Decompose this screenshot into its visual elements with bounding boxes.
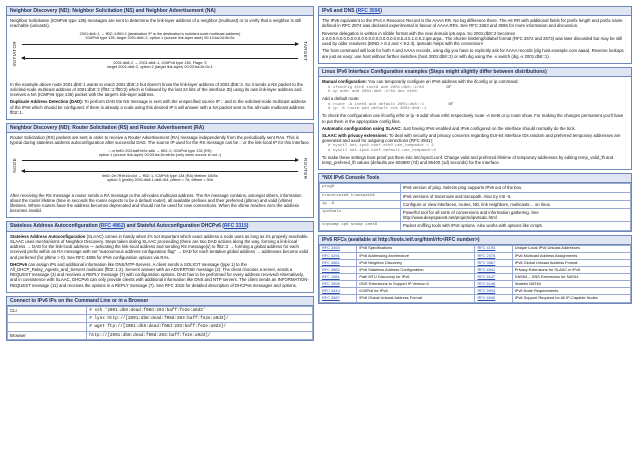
rfc-title-cell: Stateful NAT64 bbox=[512, 281, 630, 288]
rfc-number-cell bbox=[475, 267, 512, 274]
left-column bbox=[6, 6, 314, 344]
initiator-label: INITIATOR bbox=[12, 40, 17, 66]
ns-na-section bbox=[6, 6, 314, 120]
iface-section bbox=[318, 67, 632, 170]
or-label: or bbox=[448, 101, 454, 107]
table-row bbox=[320, 184, 631, 192]
tool-description: IPv6 version of ping. Selects ping supports IPv6 out of the box. bbox=[400, 184, 630, 192]
manual-paragraph bbox=[322, 79, 628, 84]
default-route-label: Add a default route: bbox=[322, 96, 360, 102]
rfc-number-cell bbox=[320, 252, 357, 259]
right-column bbox=[318, 6, 632, 307]
rfc-number-link[interactable]: RFC 2460 bbox=[322, 245, 340, 251]
dns-para1: The IPv6 equivalent to the IPv4 A Resource Record is the AAAA RR. No big difference there. The A6 RR with additional fields for prefix length and prefix name defined in RFC 2874 was declared experimental in favour of AAAA RRs. See RFC 3363 and 3596 for more information and discussion. bbox=[322, 18, 623, 29]
ns-na-intro: Neighbor Solicitation (ICMPv6 type 135) messages are sent to determine the link-layer address of a neighbor (multicast) or to verify that a neighbor is still reachable (unicasts). bbox=[10, 18, 302, 29]
rfc-number-link[interactable]: RFC 4291 bbox=[322, 252, 340, 258]
privacy-text: To deal with security and privacy concerns regarding EUI-64 interface IDs random and preferred temporary addresses are generated and used for outgoing connections (RFC 4941): bbox=[322, 133, 621, 144]
na-arrow-line1: 2001:db8::2 → 2001:db8::1, ICMPv6 type 136, Flags: S bbox=[113, 60, 207, 65]
slaac-title-c: ) bbox=[246, 223, 249, 230]
rfc-number-link[interactable]: RFC 4861 bbox=[322, 259, 340, 265]
rfc-number-link[interactable]: RFC 4193 bbox=[477, 245, 496, 251]
rfc-section bbox=[318, 235, 632, 304]
manual-label: Manual configuration: bbox=[322, 78, 367, 84]
auto-paragraph bbox=[322, 126, 628, 131]
table-row bbox=[320, 259, 631, 266]
rfc-title: IPv6 RFCs (available at http://tools.ietf.org/html/rfc<RFC number>) bbox=[319, 236, 631, 245]
rs-arrow-line1: :: or fe80::203:baff:fe2e:a6b → ff02::2, ICMPv6 type 133 (RS) bbox=[108, 148, 212, 153]
tool-description: Powerful tool for all sorts of conversions and information gathering. See http://www.deepspace6.net/projects/ipv6calc.html bbox=[400, 208, 630, 221]
console-table bbox=[319, 183, 631, 230]
rfc-title-cell: IPv6 Global Unicast Address Format bbox=[357, 295, 475, 302]
rfc-title-cell: IPv6 Neighbor Discovery bbox=[357, 259, 475, 266]
console-section bbox=[318, 173, 632, 232]
table-row bbox=[8, 331, 313, 339]
rfc-title-cell: DNS64 – DNS Extensions for NAT64 bbox=[512, 274, 630, 281]
rfc-3315-link[interactable]: RFC 3315 bbox=[223, 223, 247, 230]
dhcpv6-label: DHCPv6 bbox=[10, 261, 27, 267]
privacy-label: SLAAC with privacy extensions: bbox=[322, 133, 388, 138]
connect-command: # wget ftp://[2001:db8:dead:f00d:203:baff:fe2e:a9d3]/ bbox=[87, 323, 313, 331]
rfc-title-cell: Privacy Extensions for SLAAC in IPv6 bbox=[512, 267, 630, 274]
rs-ra-intro: Router Solicitation (RS) packets are sent in order to receive a Router Advertisement (RA) message independently from the periodically sent RAs. This is typical during stateless address autoconfiguration after successful DAD. The source IP used for the RS message can be :: or the link-local IP for this interface. bbox=[10, 135, 310, 146]
ns-na-example: In the example above node 2001:db8::1 wants to reach 2001:db8::2 but doesn't know the link-layer address of 2001:db8::2. So it sends a NS packet to the solicited-node multicast address of 2001:db8::2 (ff02::1:ff00:2) which is followed by the last 24 bits of the interface ID) using its own link-layer address and receives a NA (ICMPv6 type 136) packet with the target's link-layer address. bbox=[10, 81, 303, 98]
connect-section bbox=[6, 296, 314, 341]
code-sysctl-eth0: # sysctl net.ipv6.conf.eth0.use_tempaddr = 2 bbox=[328, 143, 434, 148]
persist-paragraph: To make these settings boot proof put them into /etc/sysctl.conf. Change valid and preferred lifetime of temporary addresses by editing temp_valid_lft and temp_prefered_lft values (defaults are 604800 (7d) and 86400 (1d) seconds) for the interface. bbox=[322, 154, 614, 165]
rfc-4862-link[interactable]: RFC 4862 bbox=[100, 223, 124, 230]
rfc-title-cell: Unique Local IPv6 Unicast Addresses bbox=[512, 245, 630, 252]
tool-description: IPv6 versions of traceroute and tracepath. Also try mtr -6. bbox=[400, 192, 630, 200]
table-row bbox=[320, 192, 631, 200]
table-row bbox=[320, 295, 631, 302]
code-sysctl-default: # sysctl net.ipv6.conf.default.use_tempaddr=2 bbox=[328, 148, 437, 153]
ra-arrow-line2: option 3 (prefix) 2001:db8:1:db8::/64, pflime = 7d, vlftime = 30d bbox=[107, 178, 213, 183]
connect-title: Connect to IPv6 IPs on the Command Line or in a Browser bbox=[7, 297, 313, 306]
rfc-number-link[interactable]: RFC 6540 bbox=[477, 295, 496, 301]
rfc-number-cell bbox=[475, 259, 512, 266]
dns-title-a: IPv6 and DNS ( bbox=[322, 8, 358, 14]
connect-command: # ssh '2001:db8:dead:f00d:203:baff:fe2e:a9d3' bbox=[87, 307, 313, 315]
rfc-number-link[interactable]: RFC 6146 bbox=[477, 280, 496, 286]
dad-paragraph bbox=[10, 99, 310, 115]
rfc-number-cell bbox=[475, 274, 512, 281]
auto-label: Automatic configuration using SLAAC: bbox=[322, 125, 402, 131]
rfc-title-cell: IPv6 Node Requirements bbox=[512, 288, 630, 295]
dns-para2: Reverse delegation is written in nibble format with the new domain ip6.arpa. So 2001:db8::2 becomes 2.0.0.0.0.0.0.0.0.0.0.0.0.0.0.0.0.0.0.0.0.8.b.d.0.1.0.0.2.ip6.arpa.. The shorter bitstring/bitlabel format (RFC 2672 and 2673) was later discarded but may be still used by older resolvers (BIND > 8.3 and < 9.2.3). ipv6calc helps with the conversion! bbox=[322, 30, 623, 47]
rfc-number-cell bbox=[320, 295, 357, 302]
table-row bbox=[320, 274, 631, 281]
code-line: # ifconfig eth0 inet6 add 2001:db8::2/64 bbox=[328, 85, 425, 90]
dhcpv6-paragraph bbox=[10, 262, 310, 288]
table-row bbox=[8, 315, 313, 323]
na-arrow-text bbox=[24, 61, 296, 70]
connect-table bbox=[7, 306, 313, 340]
tool-name: traceroute6 tracepath6 bbox=[320, 192, 401, 200]
table-row bbox=[320, 267, 631, 274]
target-label: TARGET bbox=[303, 40, 308, 61]
table-row bbox=[320, 252, 631, 259]
rfc-number-cell bbox=[320, 245, 357, 252]
rfc-number-cell bbox=[475, 288, 512, 295]
iface-title: Linux IPv6 Interface Configuration examples (Steps might slightly differ between distributions) bbox=[319, 68, 631, 77]
tool-description: Configure or view interfaces, routes, ND, link neighbors, multicasts… on linux. bbox=[400, 200, 630, 208]
rfc-number-cell bbox=[320, 274, 357, 281]
tool-description: Packet sniffing tools with IPv6 options. Also works with options like icmp6. bbox=[400, 222, 630, 230]
slaac-paragraph bbox=[10, 234, 310, 260]
dhcpv6-text: can assign IPs and additional information like DNS/NTP-Servers. A client sends a SOLICIT message (type 1) to the All_DHCP_Relay_Agents_and_Servers multicast (ff02::1:2). Servers answer with an ADVERTISE message (2). The client chooses a server, sends a REQUEST message (3) and receives a REPLY message (7) with configuration options. DAD has to be performed for every address received! Alternatively, and in coexistence with SLAAC, DHCPv6 can only provide clients with additional information like DNS and NTP servers. The client sends an INFORMATION-REQUEST message (11) and receives the options in a REPLY message (7). See RFC 3315 for detailed description of DHCPv6 messages and options. bbox=[10, 261, 309, 288]
ns-na-diagram bbox=[10, 31, 310, 79]
router-label: ROUTER bbox=[303, 157, 308, 179]
slaac-section bbox=[6, 221, 314, 292]
ns-arrow-text bbox=[24, 32, 296, 41]
auto-text: Just having IPv6 enabled and IPv6 configured on the interface should normally do the trick. bbox=[402, 125, 576, 131]
dns-title-b: ) bbox=[380, 8, 383, 14]
ra-arrow bbox=[22, 171, 298, 172]
ns-arrow-line2: ICMPv6 type 135, target 2001:db8::2, option 1 (source link-layer addr) 00:13:ba:24:6b:5c bbox=[85, 36, 235, 41]
rfc-title-cell: IPv6 Multicast Address Assignments bbox=[512, 252, 630, 259]
rfc-number-link[interactable]: RFC 2375 bbox=[477, 252, 496, 258]
rfc-number-link[interactable]: RFC 1981 bbox=[322, 273, 340, 279]
tool-name: ping6 bbox=[320, 184, 401, 192]
connect-key bbox=[8, 323, 87, 331]
rs-ra-after: After receiving the RS message a router sends a RA message to the all-nodes multicast address. The RA message contains, amongst others, information about the router lifetime (time in seconds the router expects to be a default router), all available prefixes and their preferred (pltime) and valid (vltime) lifetimes. Where routers have the address becomes deprecated and should not be used for new connections. When the vltime reaches zero the address becomes invalid. bbox=[10, 192, 302, 214]
connect-command: http://[2001:db8:dead:f00d:203:baff:fe2e:a9d3]/ bbox=[87, 331, 313, 339]
rfc-number-cell bbox=[475, 295, 512, 302]
privacy-paragraph bbox=[322, 133, 628, 143]
check-paragraph: To check the configuration use ifconfig eth0 or ip -6 addr show eth0 respectively route -A inet6 or ip route show. For making the changes permanent you'll have to put them in the appropriate config files. bbox=[322, 113, 624, 124]
connect-key: Browser bbox=[8, 331, 87, 339]
rfc-number-cell bbox=[320, 259, 357, 266]
rfc-number-link[interactable]: RFC 4941 bbox=[477, 266, 496, 272]
rfc-title-cell: ICMPv6 for IPv6 bbox=[357, 288, 475, 295]
slaac-label: Stateless Address Autoconfiguration bbox=[10, 233, 86, 239]
rfc-number-link[interactable]: RFC 3587 bbox=[322, 295, 340, 301]
rfc-number-cell bbox=[320, 267, 357, 274]
table-row bbox=[8, 307, 313, 315]
dad-label: Duplicate Address Detection (DAD): bbox=[10, 99, 84, 105]
ns-arrow-line1: 2001:db8::1 → ff02::1:ff00:2 (destination IP is the destination's solicited-node multicast address) bbox=[79, 31, 241, 36]
code-line: # route -A inet6 add default 2001:db8::1 bbox=[328, 102, 425, 107]
rs-arrow bbox=[22, 160, 298, 161]
rfc-title-cell: IPv6 Specifications bbox=[357, 245, 475, 252]
connect-command: # lynx http://[2001:db8:dead:f00d:203:baff:fe2e:a9d3]/ bbox=[87, 315, 313, 323]
connect-key: CLI bbox=[8, 307, 87, 315]
rfc-number-cell bbox=[320, 281, 357, 288]
tool-name: ip -6 bbox=[320, 200, 401, 208]
rfc-table bbox=[319, 245, 631, 303]
rfc-title-cell: IPv6 Global Unicast Address Format bbox=[512, 259, 630, 266]
rs-ra-title: Neighbor Discovery (ND): Router Solicitation (RS) and Router Advertisement (RA) bbox=[7, 124, 313, 133]
table-row bbox=[8, 323, 313, 331]
slaac-text: (SLAAC) comes in handy when it's not important which exact address a node uses as long as it's properly reachable. SLAAC uses mechanisms of Neighbor Discovery. Steps taken during SLAAC proceeding (there are two DAD actions along the way, forming a link-local address → DAD for the link-local address — activating the link-local address and sending RS message(s) to ff02::2 → forming a global address for each received prefix within an RA message with set "autonomous address-configuration flag" → DAD for each tentative global address → addresses become valid and preferred (for pltime > 0). See RFC 4806 for IPv6 configuration options via RAs. bbox=[10, 233, 309, 260]
slaac-title bbox=[7, 222, 313, 231]
na-arrow bbox=[22, 58, 298, 59]
slaac-title-b: ) and Stateful Autoconfiguration DHCPv6 ( bbox=[123, 223, 224, 230]
console-title: *NIX IPv6 Console Tools bbox=[319, 174, 631, 183]
dad-text: To perform DAD the NS message is sent with the unspecified source IP :: and to the solicited-node multicast address of the IPv6 which should be configured. If there is already a node using this desired IP it will answer with a NA packet sent to the all-node multicast address ff02::1. bbox=[10, 99, 307, 115]
rfc-number-cell bbox=[475, 252, 512, 259]
rfc-title-cell: DNS Extensions to Support IP Version 6 bbox=[357, 281, 475, 288]
table-row bbox=[320, 288, 631, 295]
dns-title bbox=[319, 7, 631, 16]
connect-key bbox=[8, 315, 87, 323]
node-label: NODE bbox=[12, 157, 17, 173]
rfc-number-cell bbox=[320, 288, 357, 295]
manual-text: You can temporarily configure an IPv6 address with the ifconfig or ip command: bbox=[368, 78, 519, 84]
code-ip: # ip addr add 2001:db8::2/64 dev eth0. bbox=[328, 90, 420, 95]
rfc-title-cell: IPv6 Support Required for All IP-Capable Nodes bbox=[512, 295, 630, 302]
table-row bbox=[320, 245, 631, 252]
table-row bbox=[320, 281, 631, 288]
tool-name: ipv6calc bbox=[320, 208, 401, 221]
rfc-title-cell: IPv6 Stateless Address Configuration bbox=[357, 267, 475, 274]
rs-arrow-line2: option 1 (source link-layer) 00:03:ba:2e:a6:bc (only when source is not ::) bbox=[98, 153, 222, 158]
rfc-number-link[interactable]: RFC 6147 bbox=[477, 273, 496, 279]
rfc-title-cell: IPv6 Addressing Architecture bbox=[357, 252, 475, 259]
or-label: or bbox=[446, 84, 452, 90]
table-row bbox=[320, 200, 631, 208]
rfc-title-cell: Path MTU Discovery for IPv6 bbox=[357, 274, 475, 281]
ns-na-title: Neighbor Discovery (ND): Neighbor Solicitation (NS) and Neighbor Advertisement (NA) bbox=[7, 7, 313, 16]
rfc-number-cell bbox=[475, 281, 512, 288]
na-arrow-line2: target 2001:db8::2, option 2 (target link-layer) 00:03:ba:2e:0c:1 bbox=[107, 65, 213, 70]
rfc-number-cell bbox=[475, 245, 512, 252]
dns-para3: The host command will look for both A and AAAA records, using dig you have to explicitly ask for AAAA records (dig host.example.com aaaa). Reverse lookups are just as easy: use host without further switches (host 2001:db8::2) or with dig using the -x switch (dig -x 2001:db8::1). bbox=[322, 48, 624, 59]
table-row bbox=[320, 208, 631, 221]
rfc-number-link[interactable]: RFC 4862 bbox=[322, 266, 340, 272]
dns-section bbox=[318, 6, 632, 64]
rs-ra-diagram bbox=[10, 148, 310, 190]
tool-name: tcpdump ip6 snoop inet6 bbox=[320, 222, 401, 230]
slaac-title-a: Stateless Address Autoconfiguration ( bbox=[10, 223, 101, 230]
rs-arrow-text bbox=[24, 149, 296, 158]
ra-arrow-line1: fe80::2e:7ff:fe16:c0d → ff02::1, ICMPv6 type 134 (RA) lifetime 1800s bbox=[102, 173, 218, 178]
rfc-number-link[interactable]: RFC 3587 bbox=[477, 259, 496, 265]
rs-ra-section bbox=[6, 123, 314, 219]
code-ip-route: # ip -6 route add default via 2001:db8::1 bbox=[328, 107, 427, 112]
ra-arrow-text bbox=[24, 174, 296, 183]
ns-arrow bbox=[22, 44, 298, 45]
table-row bbox=[320, 222, 631, 230]
rfc-number-link[interactable]: RFC 3596 bbox=[322, 280, 340, 286]
rfc-3596-link[interactable]: RFC 3596 bbox=[357, 8, 381, 14]
rfc-number-link[interactable]: RFC 4443 bbox=[322, 288, 340, 293]
rfc-number-link[interactable]: RFC 5934 bbox=[477, 288, 496, 293]
